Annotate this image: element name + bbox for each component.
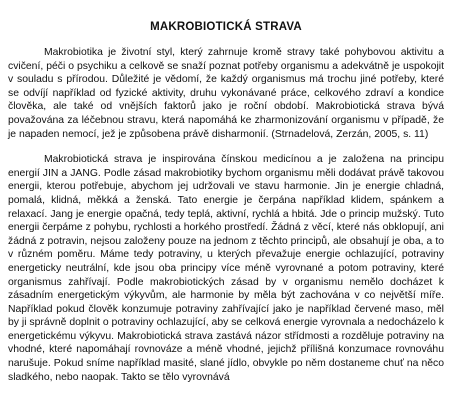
document-title: MAKROBIOTICKÁ STRAVA [150,21,302,33]
paragraph-2: Makrobiotická strava je inspirována čínskou medicínou a je založena na principu energií JIN a JANG. Podle zásad makrobiotiky bychom organismu měli dodávat právě takovou energii, kterou potřebuje, abychom jej udržovali ve stavu harmonie. Jin je energie chladná, pomalá, klidná, měkká a ženská. Tato energie je čerpána například klidem, spánkem a relaxací. Jang je energie opačná, tedy teplá, aktivní, rychlá a hbitá. Jde o princip mužský. Tuto energii čerpáme z pohybu, rychlosti a horkého prostředí. Žádná z věcí, které nás obklopují, ani žádná z potravin, nejsou založeny pouze na jednom z těchto principů, ale obsahují je oba, a to v různém poměru. Máme tedy potraviny, u kterých převažuje energie ochlazující, potraviny energeticky neutrální, kde jsou oba principy více méně vyrovnané a potom potraviny, které organismus zahřívají. Podle makrobiotických zásad by v organismu nemělo docházet k zásadním energetickým výkyvům, ale harmonie by měla být zachována v co největší míře. Například pokud člověk konzumuje potraviny zahřívající jako je například červené maso, měl by ji správně doplnit o potraviny ochlazující, aby se celková energie vyrovnala a nedocházelo k energetickému výkyvu. Makrobiotická strava zastává názor střídmosti a rozděluje potraviny na vhodné, které napomáhají rovnováze a méně vhodné, jejichž přílišná konzumace rovnováhu narušuje. Pokud sníme například masité, slané jídlo, obvykle po něm dostaneme chuť na něco sladkého, nebo naopak. Takto se tělo vyrovnává [8,154,444,383]
paragraph-1: Makrobiotika je životní styl, který zahrnuje kromě stravy také pohybovou aktivitu a cvičení, péči o psychiku a celkově se snaží poznat potřeby organismu a adekvátně je uspokojit v souladu s přírodou. Důležité je vědomí, že každý organismus má trochu jiné potřeby, které se odvíjí například od fyzické aktivity, druhu vykonávané práce, celkového zdraví a kondice člověka, ale také od vnějších faktorů jako je roční období. Makrobiotická strava bývá považována za léčebnou stravu, která napomáhá ke zharmonizování organismu v případě, že je napaden nemocí, jež je způsobena právě disharmonií. (Strnadelová, Zerzán, 2005, s. 11) [8,47,444,140]
document-page [8,20,444,384]
